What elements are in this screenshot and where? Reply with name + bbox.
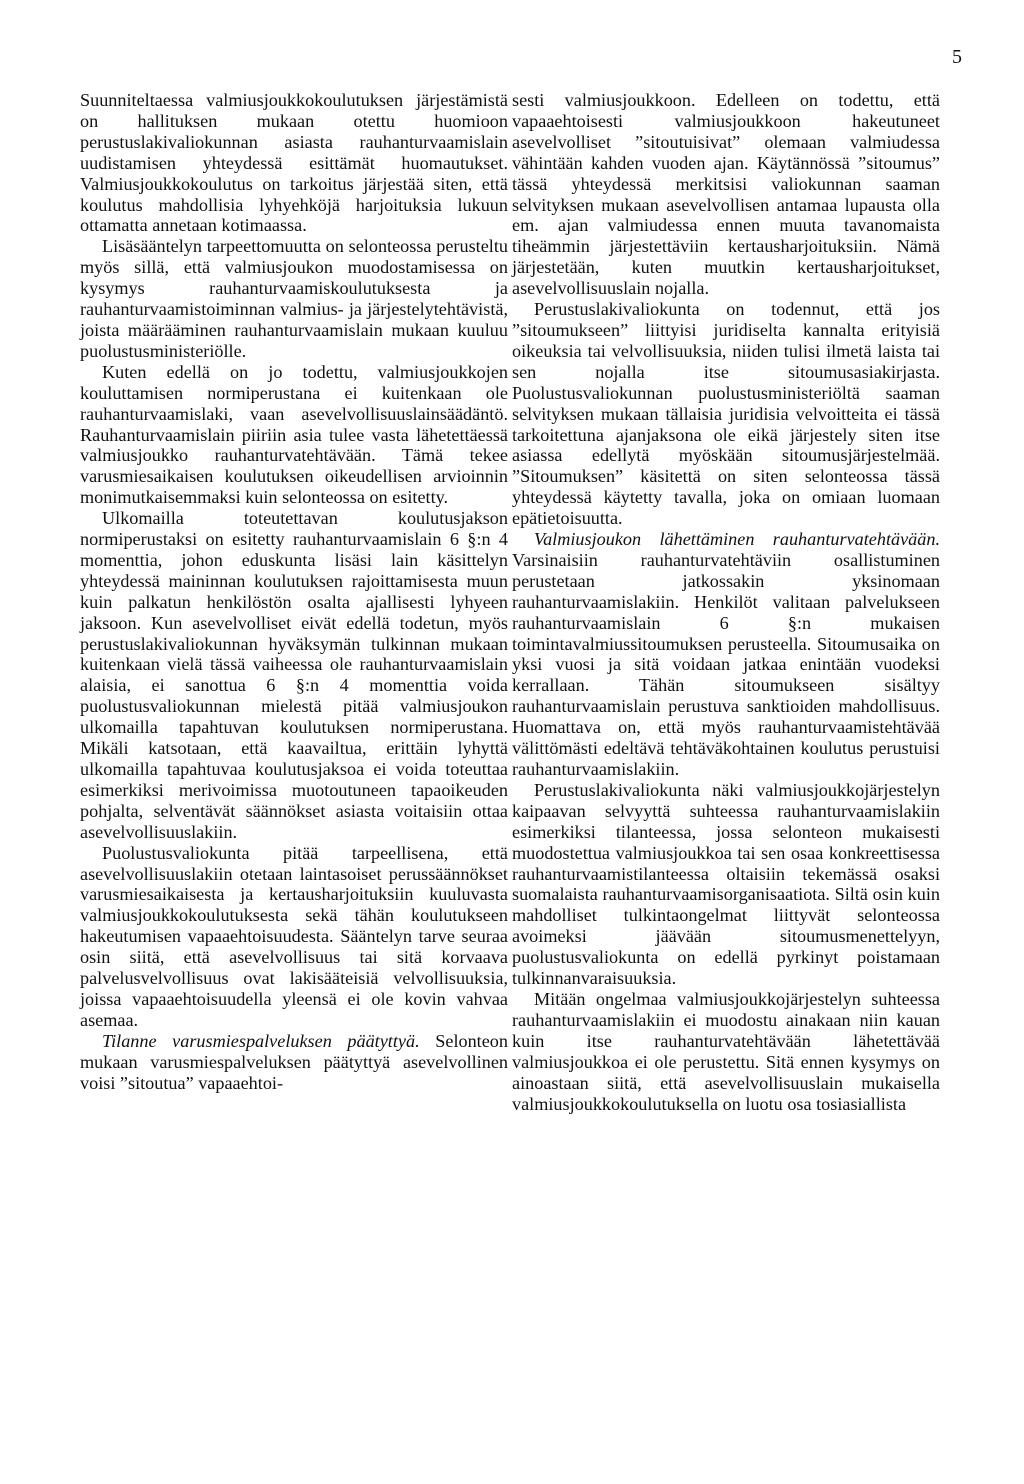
paragraph: sesti valmiusjoukkoon. Edelleen on todettu, että vapaaehtoisesti valmiusjoukkoon hakeutuneet asevelvolliset ”sitoutuisivat” olemaan valmiudessa vähintään kahden vuoden ajan. Käytännössä ”sitoumus” tässä yhteydessä merkitsisi valiokunnan saaman selvityksen mukaan asevelvollisen antamaa lupausta olla em. ajan valmiudessa ennen muuta tavanomaista tiheämmin järjestettäviin kertausharjoituksiin. Nämä järjestetään, kuten muutkin kertausharjoitukset, asevelvollisuuslain nojalla. [512,90,940,299]
paragraph [512,529,940,780]
paragraph: Puolustusvaliokunta pitää tarpeellisena, että asevelvollisuuslakiin otetaan laintasoiset perussäännökset varusmiesaikaisesta ja kertausharjoituksiin kuuluvasta valmiusjoukkokoulutuksesta sekä tähän koulutukseen hakeutumisen vapaaehtoisuudesta. Sääntelyn tarve seuraa osin siitä, että asevelvollisuus tai sitä korvaava palvelusvelvollisuus ovat lakisääteisiä velvollisuuksia, joissa vapaaehtoisuudella yleensä ei ole kovin vahvaa asemaa. [80,842,508,1030]
left-column [80,90,508,1094]
paragraph [80,1031,508,1094]
paragraph-text: Selonteon mukaan varusmiespalveluksen päätyttyä asevelvollinen voisi ”sitoutua” vapaaehtoi- [80,1030,508,1093]
paragraph-text: Varsinaisiin rauhanturvatehtäviin osallistuminen perustetaan jatkossakin yksinomaan rauhanturvaamislakiin. Henkilöt valitaan palvelukseen rauhanturvaamislain 6 §:n mukaisen toimintavalmiussitoumuksen perusteella. Sitoumusaika on yksi vuosi ja sitä voidaan jatkaa enintään vuodeksi kerrallaan. Tähän sitoumukseen sisältyy rauhanturvaamislain perustuva sanktioiden mahdollisuus. Huomattava on, että myös rauhanturvaamistehtävää välittömästi edeltävä tehtäväkohtainen koulutus perustuisi rauhanturvaamislakiin. [512,549,940,779]
section-heading: Valmiusjoukon lähettäminen rauhanturvatehtävään. [534,529,940,550]
right-column [512,90,940,1114]
paragraph: Ulkomailla toteutettavan koulutusjakson normiperustaksi on esitetty rauhanturvaamislain 6 §:n 4 momenttia, johon eduskunta lisäsi lain käsittelyn yhteydessä maininnan koulutuksen rajoittamisesta muun kuin palkatun henkilöstön osalta ajallisesti lyhyeen jaksoon. Kun asevelvolliset eivät edellä todetun, myös perustuslakivaliokunnan hyväksymän tulkinnan mukaan kuitenkaan vielä tässä vaiheessa ole rauhanturvaamislain alaisia, ei sanottua 6 §:n 4 momenttia voida puolustusvaliokunnan mielestä pitää valmiusjoukon ulkomailla tapahtuvan koulutuksen normiperustana. Mikäli katsotaan, että kaavailtua, erittäin lyhyttä ulkomailla tapahtuvaa koulutusjaksoa ei voida toteuttaa esimerkiksi merivoimissa muotoutuneen tapaoikeuden pohjalta, selventävät säännökset asiasta voitaisiin ottaa asevelvollisuuslakiin. [80,508,508,842]
section-heading: Tilanne varusmiespalveluksen päätyttyä. [102,1030,420,1051]
paragraph: Perustuslakivaliokunta on todennut, että jos ”sitoumukseen” liittyisi juridiselta kannalta erityisiä oikeuksia tai velvollisuuksia, niiden tulisi ilmetä laista tai sen nojalla itse sitoumusasiakirjasta. Puolustusvaliokunnan puolustusministeriöltä saaman selvityksen mukaan tällaisia juridisia velvoitteita ei tässä tarkoitettuna ajanjaksona ole eikä järjestely siten itse asiassa edellytä myöskään sitoumusjärjestelmää. ”Sitoumuksen” käsitettä on siten selonteossa tässä yhteydessä käytetty tavalla, joka on omiaan luomaan epätietoisuutta. [512,299,940,529]
page-number: 5 [952,46,962,68]
paragraph: Lisäsääntelyn tarpeettomuutta on selonteossa perusteltu myös sillä, että valmiusjoukon muodostamisessa on kysymys rauhanturvaamiskoulutuksesta ja rauhanturvaamistoiminnan valmius- ja järjestelytehtävistä, joista määrääminen rauhanturvaamislain mukaan kuuluu puolustusministeriölle. [80,236,508,361]
paragraph: Kuten edellä on jo todettu, valmiusjoukkojen kouluttamisen normiperustana ei kuitenkaan ole rauhanturvaamislaki, vaan asevelvollisuuslainsäädäntö. Rauhanturvaamislain piiriin asia tulee vasta lähetettäessä valmiusjoukko rauhanturvatehtävään. Tämä tekee varusmiesaikaisen koulutuksen oikeudellisen arvioinnin monimutkaisemmaksi kuin selonteossa on esitetty. [80,361,508,508]
paragraph: Perustuslakivaliokunta näki valmiusjoukkojärjestelyn kaipaavan selvyyttä suhteessa rauhanturvaamislakiin esimerkiksi tilanteessa, jossa selonteon mukaisesti muodostettua valmiusjoukkoa tai sen osaa konkreettisessa rauhanturvaamistilanteessa oltaisiin tekemässä osaksi suomalaista rauhanturvaamisorganisaatiota. Siltä osin kuin mahdolliset tulkintaongelmat liittyvät selonteossa avoimeksi jäävään sitoumusmenettelyyn, puolustusvaliokunta on edellä pyrkinyt poistamaan tulkinnanvaraisuuksia. [512,779,940,989]
paragraph: Mitään ongelmaa valmiusjoukkojärjestelyn suhteessa rauhanturvaamislakiin ei muodostu ainakaan niin kauan kuin itse rauhanturvatehtävään lähetettävää valmiusjoukkoa ei ole perustettu. Sitä ennen kysymys on ainoastaan siitä, että asevelvollisuuslain mukaisella valmiusjoukkokoulutuksella on luotu osa tosiasiallista [512,988,940,1114]
paragraph: Suunniteltaessa valmiusjoukkokoulutuksen järjestämistä on hallituksen mukaan otettu huomioon perustuslakivaliokunnan asiasta rauhanturvaamislain uudistamisen yhteydessä esittämät huomautukset. Valmiusjoukkokoulutus on tarkoitus järjestää siten, että koulutus mahdollisia lyhyehköjä harjoituksia lukuun ottamatta annetaan kotimaassa. [80,90,508,236]
